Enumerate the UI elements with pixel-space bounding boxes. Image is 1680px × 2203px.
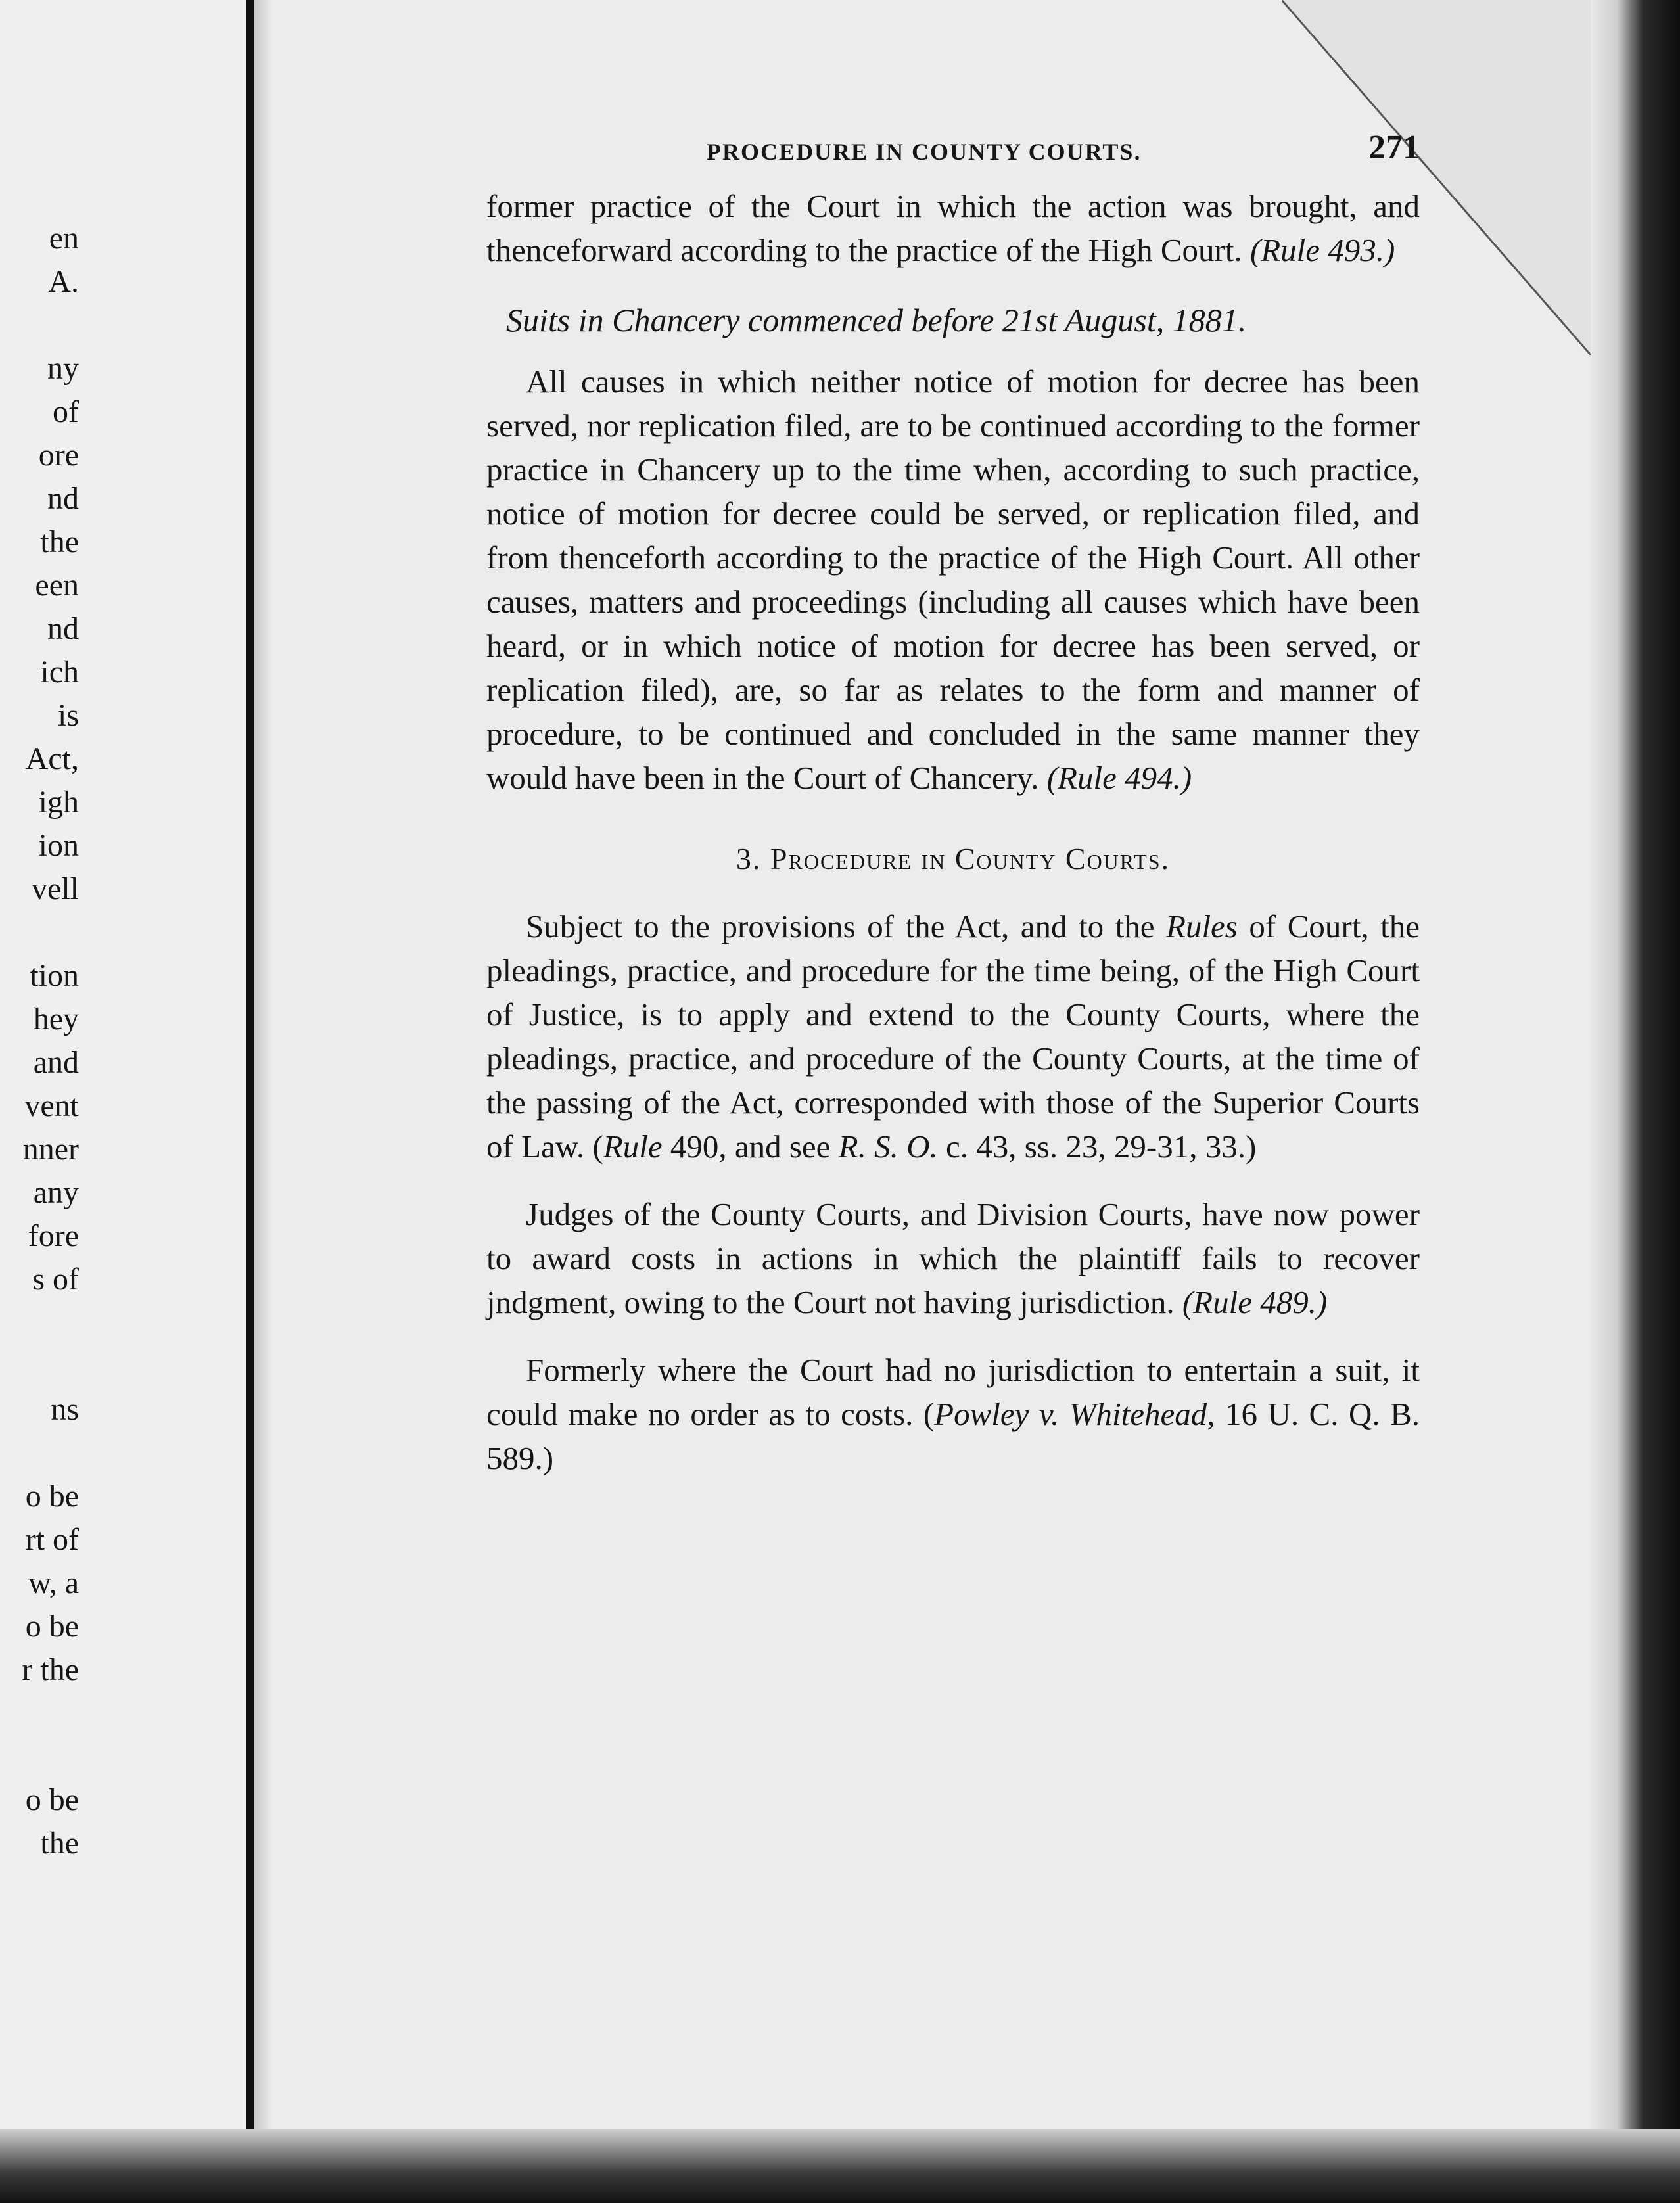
left-page-fragment-line: [0, 304, 79, 347]
left-page-text-fragments: [0, 217, 79, 1865]
paragraph-rule-494: [486, 359, 1420, 800]
case-citation: , 16 U. C. Q. B. 589.): [486, 1396, 1420, 1476]
left-page-fragment-line: tion: [30, 958, 79, 993]
left-page-fragment-line: Act,: [25, 741, 79, 776]
left-page-fragment-line: [0, 1345, 79, 1388]
paragraph-text: Subject to the provisions of the Act, and to the: [526, 908, 1167, 944]
left-facing-page: [0, 0, 246, 2203]
paragraph-text: of Court, the pleadings, practice, and procedure for the time being, of the High Court of Justice, is to apply and extend to the County Courts, where the pleadings, practice, and procedure of the County Courts, at the time of the passing of the Act, corresponded with those of the Superior Courts of Law. (: [486, 908, 1420, 1165]
left-page-fragment-line: rt of: [25, 1522, 79, 1557]
left-page-fragment-line: and: [33, 1045, 79, 1080]
left-page-fragment-line: ich: [40, 655, 79, 689]
left-page-fragment-line: een: [35, 568, 79, 603]
paragraph-text: 490, and see: [662, 1128, 839, 1165]
left-page-fragment-line: ny: [47, 351, 79, 386]
left-page-fragment-line: A.: [48, 264, 79, 299]
rule-reference: (Rule 494.): [1046, 760, 1192, 796]
left-page-fragment-line: nner: [22, 1132, 79, 1167]
rule-reference: (Rule 489.): [1182, 1284, 1328, 1320]
left-page-fragment-line: nd: [47, 611, 79, 646]
book-page: [486, 125, 1420, 1504]
left-page-fragment-line: nd: [47, 481, 79, 516]
paragraph-powley-case: [486, 1348, 1420, 1480]
paragraph-text: All causes in which neither notice of motion for decree has been served, nor replication filed, are to be continued according to the former practice in Chancery up to the time when, according to such practice, notice of motion for decree could be served, or replication filed, and from thenceforth according to the practice of the High Court. All other causes, matters and proceedings (including all causes which have been heard, or in which notice of motion for decree has been served, or replication filed), are, so far as relates to the form and manner of procedure, to be continued and concluded in the same manner they would have been in the Court of Chancery.: [486, 363, 1420, 796]
left-page-fragment-line: en: [49, 221, 79, 256]
left-page-fragment-line: is: [57, 698, 79, 733]
left-page-fragment-line: hey: [33, 1002, 79, 1036]
left-page-fragment-line: [0, 1431, 79, 1475]
page-number: 271: [1368, 129, 1420, 166]
left-page-fragment-line: r the: [22, 1652, 79, 1687]
left-page-fragment-line: igh: [38, 785, 79, 820]
paragraph-rule-490: [486, 904, 1420, 1169]
section-heading: 3. Procedure in County Courts.: [735, 842, 1171, 875]
left-page-fragment-line: [0, 1735, 79, 1778]
left-page-fragment-line: fore: [28, 1218, 79, 1253]
gutter-shadow: [254, 0, 274, 2203]
paragraph-text: Judges of the County Courts, and Division Courts, have now power to award costs in actions in which the plaintiff fails to recover jndgment, owing to the Court not having jurisdiction.: [486, 1196, 1420, 1320]
left-page-fragment-line: ore: [38, 438, 79, 473]
left-page-fragment-line: of: [53, 394, 79, 429]
left-page-fragment-line: any: [33, 1175, 79, 1210]
running-head: [486, 125, 1420, 171]
running-head-title: PROCEDURE IN COUNTY COURTS.: [707, 139, 1142, 165]
left-page-fragment-line: o be: [25, 1609, 79, 1644]
italic-term: Rules: [1166, 908, 1238, 944]
bottom-page-edge: [0, 2129, 1680, 2203]
left-page-fragment-line: the: [40, 1826, 79, 1861]
subheading-chancery-suits: Suits in Chancery commenced before 21st August, 1881.: [506, 302, 1247, 338]
paragraph-text: former practice of the Court in which the action was brought, and thenceforward according to the practice of the High Court.: [486, 188, 1420, 268]
left-page-fragment-line: o be: [25, 1782, 79, 1817]
left-page-fragment-line: [0, 911, 79, 954]
paragraph-rule-493: [486, 184, 1420, 272]
right-page-edge: [1591, 0, 1680, 2203]
left-page-fragment-line: ion: [38, 828, 79, 863]
italic-term: R. S. O.: [838, 1128, 938, 1165]
left-page-fragment-line: the: [40, 524, 79, 559]
paragraph-text: Formerly where the Court had no jurisdiction to entertain a suit, it could make no order as to costs. (: [486, 1352, 1420, 1432]
italic-term: Rule: [603, 1128, 663, 1165]
book-gutter: [246, 0, 254, 2203]
case-name: Powley v. Whitehead: [934, 1396, 1207, 1432]
left-page-fragment-line: vell: [32, 871, 79, 906]
rule-reference: (Rule 493.): [1249, 232, 1395, 268]
left-page-fragment-line: [0, 1692, 79, 1735]
left-page-fragment-line: ns: [51, 1392, 79, 1427]
left-page-fragment-line: w, a: [28, 1565, 79, 1600]
paragraph-rule-489: [486, 1192, 1420, 1324]
left-page-fragment-line: o be: [25, 1479, 79, 1514]
left-page-fragment-line: [0, 1301, 79, 1345]
paragraph-text: c. 43, ss. 23, 29-31, 33.): [937, 1128, 1257, 1165]
left-page-fragment-line: s of: [32, 1262, 79, 1297]
left-page-fragment-line: vent: [24, 1088, 79, 1123]
